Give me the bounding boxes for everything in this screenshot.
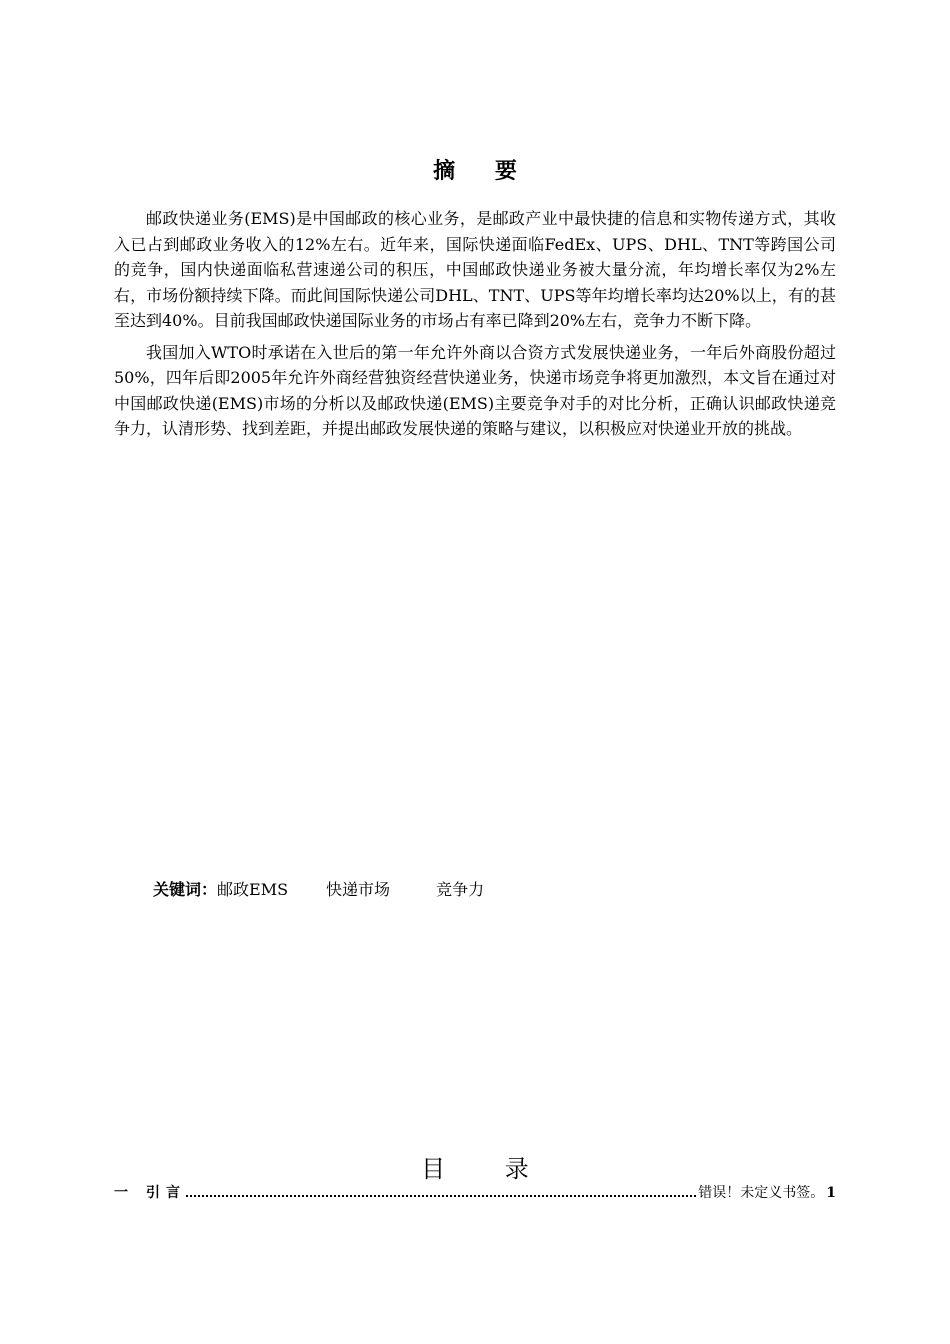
keywords-line (153, 877, 484, 900)
toc-title: 目 录 (421, 1155, 555, 1183)
toc-entry-page-number: 1 (826, 1185, 836, 1201)
abstract-title: 摘 要 (433, 159, 533, 184)
keyword-3: 竞争力 (436, 880, 485, 899)
toc-entry-label: 引言 (146, 1185, 186, 1201)
toc-dot-leader (186, 1195, 696, 1197)
toc-entry-page-ref: 错误！未定义书签。 (698, 1185, 825, 1201)
abstract-body (114, 206, 836, 448)
toc-entry-number: 一 (114, 1185, 128, 1201)
keyword-2: 快递市场 (326, 880, 391, 899)
abstract-paragraph-1: 邮政快递业务(EMS)是中国邮政的核心业务，是邮政产业中最快捷的信息和实物传递方式，其收入已占到邮政业务收入的12%左右。近年来，国际快递面临FedEx、UPS、DHL、TNT等跨国公司的竞争，国内快递面临私营速递公司的积压，中国邮政快递业务被大量分流，年均增长率仅为2%左右，市场份额持续下降。而此间国际快递公司DHL、TNT、UPS等年均增长率均达20%以上，有的甚至达到40%。目前我国邮政快递国际业务的市场占有率已降到20%左右，竞争力不断下降。 (114, 209, 836, 330)
toc-entry[interactable] (114, 1182, 836, 1202)
abstract-paragraph-2: 我国加入WTO时承诺在入世后的第一年允许外商以合资方式发展快递业务，一年后外商股份超过50%，四年后即2005年允许外商经营独资经营快递业务，快递市场竞争将更加激烈，本文旨在通过对中国邮政快递(EMS)市场的分析以及邮政快递(EMS)主要竞争对手的对比分析，正确认识邮政快递竞争力，认清形势、找到差距，并提出邮政发展快递的策略与建议，以积极应对快递业开放的挑战。 (114, 342, 836, 438)
keyword-1: 邮政EMS (217, 880, 289, 899)
keywords-label: 关键词： (153, 880, 218, 899)
